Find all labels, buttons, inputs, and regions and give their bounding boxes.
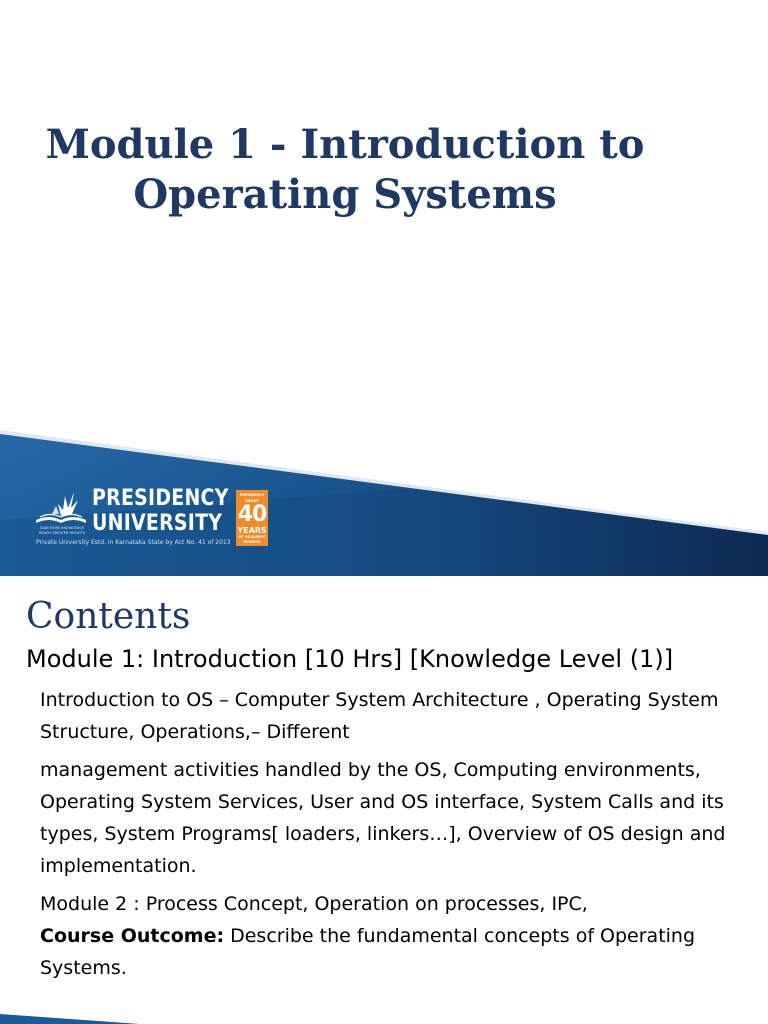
paragraph-module2 [40, 888, 740, 984]
slide-title [40, 120, 650, 220]
tagline-line2: REACH GREATER HEIGHTS [38, 530, 86, 535]
paragraph-management: management activities handled by the OS, Computing environments, Operating System Services, User and OS interface, System Calls and its types, System Programs[ loaders, linkers…], Overview of OS design and implementation. [40, 759, 726, 877]
badge-bottom-line1: OF ACADEMIC [238, 535, 266, 539]
university-act-text: Private University Estd. in Karnataka State by Act No. 41 of 2013 [36, 539, 231, 546]
university-name-line2: UNIVERSITY [92, 511, 223, 536]
module-heading: Module 1: Introduction [10 Hrs] [Knowledge Level (1)] [26, 645, 674, 673]
slide-title-line1: Module 1 - Introduction to [45, 121, 645, 168]
forty-years-badge [236, 490, 268, 546]
course-outcome-label: Course Outcome: [40, 925, 225, 947]
badge-bottom-line2: WISDOM [243, 539, 261, 544]
badge-group-text: PRESIDENCY GROUP [239, 493, 265, 503]
tagline-line1: GAIN MORE KNOWLEDGE [39, 526, 85, 530]
badge-bottom-text [236, 535, 268, 544]
module2-text: Module 2 : Process Concept, Operation on processes, IPC, [40, 893, 588, 915]
contents-body [40, 684, 740, 984]
contents-slide [0, 576, 768, 1024]
slide-title-line2: Operating Systems [133, 171, 557, 218]
paragraph-intro: Introduction to OS – Computer System Architecture , Operating System Structure, Operations,– Different [40, 689, 719, 743]
bottom-blue-strip [0, 1014, 768, 1024]
university-tagline [34, 526, 90, 535]
contents-heading: Contents [26, 596, 191, 637]
badge-years: YEARS [237, 526, 267, 535]
course-outcome-text: Describe the fundamental concepts of Operating Systems. [40, 925, 696, 979]
badge-number: 40 [237, 502, 267, 527]
university-name [92, 486, 229, 536]
university-name-line1: PRESIDENCY [92, 486, 229, 511]
